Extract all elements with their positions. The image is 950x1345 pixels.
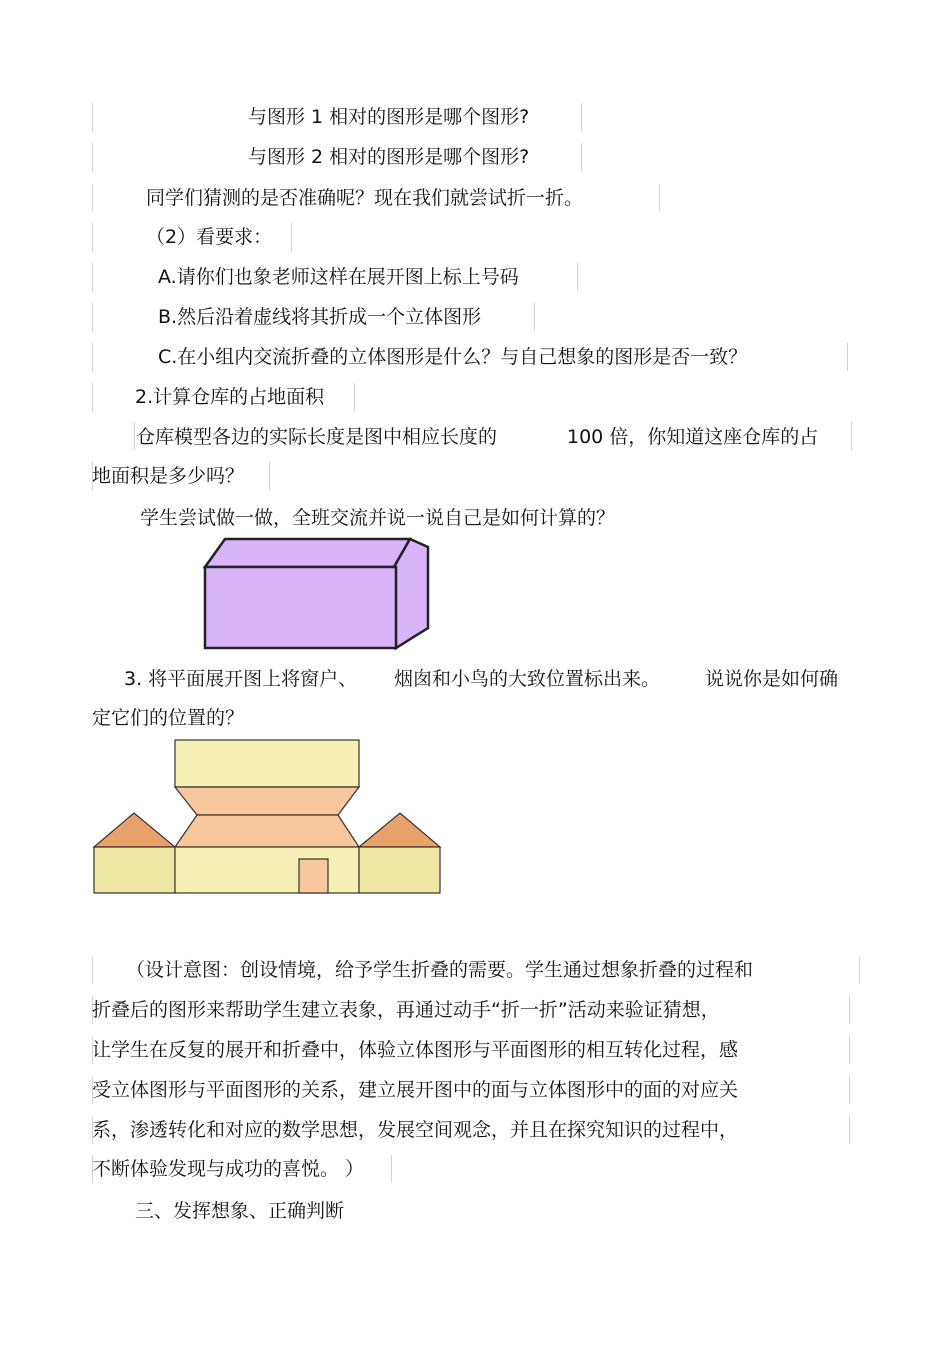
section-2-line2: 地面积是多少吗？: [92, 465, 245, 487]
net-left-roof: [94, 813, 175, 847]
requirement-a: A.请你们也象老师这样在展开图上标上号码: [158, 266, 519, 288]
design-intent-line-1: （设计意图：创设情境，给予学生折叠的需要。学生通过想象折叠的过程和: [126, 959, 754, 981]
net-lower-trapezoid: [175, 815, 359, 847]
question-1: 与图形 1 相对的图形是哪个图形?: [248, 106, 530, 128]
net-right-wall: [359, 847, 440, 893]
requirement-b: B.然后沿着虚线将其折成一个立体图形: [158, 306, 482, 328]
net-right-roof: [359, 813, 440, 847]
design-intent-line-2: 折叠后的图形来帮助学生建立表象，再通过动手“折一折”活动来验证猜想，: [92, 999, 720, 1021]
net-front-wall: [175, 847, 359, 893]
net-left-wall: [94, 847, 175, 893]
section-2-line3: 学生尝试做一做，全班交流并说一说自己是如何计算的？: [140, 507, 616, 529]
house-net-figure: [92, 738, 452, 898]
net-door: [299, 859, 328, 893]
design-intent-line-6: 不断体验发现与成功的喜悦。 ）: [92, 1158, 365, 1180]
section-three-heading: 三、发挥想象、正确判断: [135, 1200, 345, 1222]
net-top-panel: [175, 740, 359, 787]
section-3-line1b: 烟囱和小鸟的大致位置标出来。: [394, 668, 661, 690]
section-2-line1a: 仓库模型各边的实际长度是图中相应长度的: [136, 426, 498, 448]
section-2-title: 2.计算仓库的占地面积: [135, 386, 325, 408]
question-2: 与图形 2 相对的图形是哪个图形?: [248, 146, 530, 168]
design-intent-line-4: 受立体图形与平面图形的关系，建立展开图中的面与立体图形中的面的对应关: [92, 1079, 739, 1101]
net-upper-trapezoid: [175, 787, 359, 815]
warehouse-figure: [200, 535, 440, 660]
fold-intro: 同学们猜测的是否准确呢？现在我们就尝试折一折。: [146, 187, 584, 209]
warehouse-front-face: [205, 567, 396, 648]
section-3-line2: 定它们的位置的？: [92, 707, 245, 729]
warehouse-top-face: [205, 539, 410, 567]
section-3-line1a: 3. 将平面展开图上将窗户、: [124, 668, 358, 690]
requirement-c: C.在小组内交流折叠的立体图形是什么？与自己想象的图形是否一致？: [158, 346, 748, 368]
section-2-line1b: 100 倍，你知道这座仓库的占: [567, 426, 819, 448]
requirements-heading: （2）看要求：: [146, 226, 273, 248]
design-intent-line-5: 系，渗透转化和对应的数学思想，发展空间观念，并且在探究知识的过程中，: [92, 1119, 739, 1141]
section-3-line1c: 说说你是如何确: [705, 668, 839, 690]
design-intent-line-3: 让学生在反复的展开和折叠中，体验立体图形与平面图形的相互转化过程，感: [92, 1039, 739, 1061]
